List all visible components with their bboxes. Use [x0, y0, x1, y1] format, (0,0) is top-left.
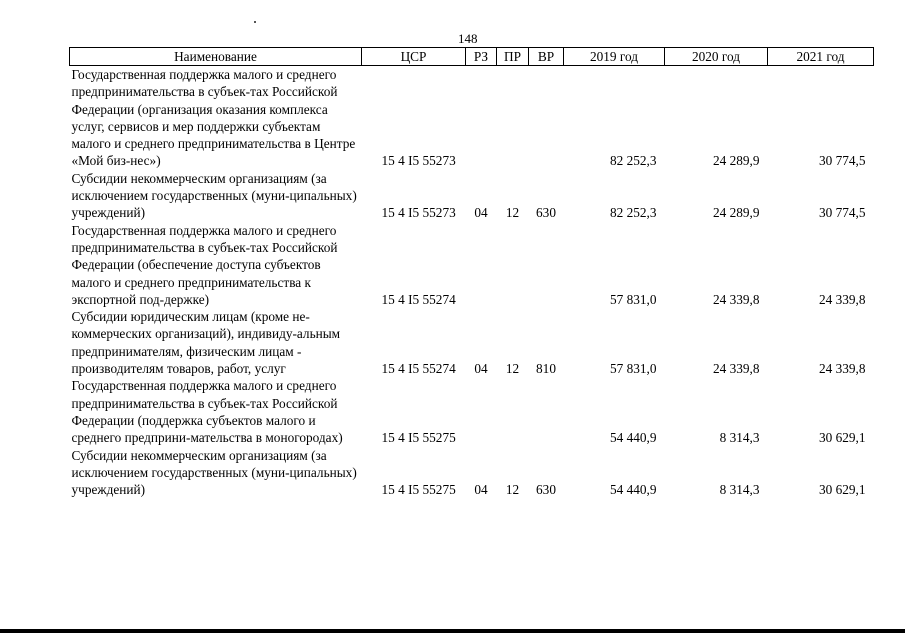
row-2019: 57 831,0: [609, 361, 657, 377]
row-2020: 8 314,3: [719, 482, 760, 498]
row-rz: [466, 66, 497, 170]
row-rz: 04: [474, 482, 488, 498]
row-2021: 24 339,8: [818, 291, 866, 307]
row-2020: 8 314,3: [719, 430, 760, 446]
header-vr: ВР: [529, 48, 564, 66]
row-2021: 30 629,1: [818, 430, 866, 446]
row-vr: 630: [536, 205, 556, 221]
row-2019: 82 252,3: [609, 153, 657, 169]
row-vr: 630: [536, 482, 556, 498]
budget-table: [69, 47, 874, 498]
row-2019: 57 831,0: [609, 291, 657, 307]
page-number: 148: [458, 31, 478, 46]
row-2019: 82 252,3: [609, 205, 657, 221]
row-csr: 15 4 I5 55273: [381, 205, 456, 221]
table-row: [70, 377, 874, 446]
row-csr: 15 4 I5 55274: [381, 361, 456, 377]
row-vr: [529, 377, 564, 446]
table-row: [70, 447, 874, 499]
header-2020: 2020 год: [665, 48, 768, 66]
row-2021: 30 774,5: [818, 153, 866, 169]
row-2019: 54 440,9: [609, 482, 657, 498]
table-row: [70, 222, 874, 308]
row-name: Государственная поддержка малого и среднего предпринимательства в субъек-тах Российской Федерации (поддержка субъектов малого и среднего предприни-мательства в моногородах): [71, 378, 343, 446]
header-name: Наименование: [70, 48, 362, 66]
row-name: Субсидии юридическим лицам (кроме не-коммерческих организаций), индивиду-альным предпринимателям, физическим лицам - производителям товаров, работ, услуг: [71, 309, 341, 377]
row-2019: 54 440,9: [609, 430, 657, 446]
row-name: Субсидии некоммерческим организациям (за исключением государственных (муни-ципальных) учреждений): [71, 447, 357, 498]
row-2021: 30 774,5: [818, 205, 866, 221]
row-rz: 04: [474, 361, 488, 377]
row-csr: 15 4 I5 55274: [381, 291, 456, 307]
row-pr: 12: [505, 361, 520, 377]
row-2021: 30 629,1: [818, 482, 866, 498]
row-name: Государственная поддержка малого и среднего предпринимательства в субъек-тах Российской Федерации (организация оказания комплекса услуг, сервисов и мер поддержки субъектам малого и среднего предпринимательства в Центре «Мой биз-нес»): [71, 67, 356, 169]
header-2021: 2021 год: [768, 48, 874, 66]
row-pr: 12: [505, 482, 520, 498]
row-pr: [497, 222, 529, 308]
header-csr: ЦСР: [362, 48, 466, 66]
row-pr: [497, 377, 529, 446]
row-csr: 15 4 I5 55275: [381, 430, 456, 446]
scan-dot: [254, 21, 256, 23]
row-vr: [529, 66, 564, 170]
row-rz: [466, 377, 497, 446]
header-rz: РЗ: [466, 48, 497, 66]
row-2020: 24 339,8: [712, 361, 760, 377]
row-rz: 04: [474, 205, 488, 221]
row-2020: 24 289,9: [712, 205, 760, 221]
table-row: [70, 170, 874, 222]
row-2020: 24 339,8: [712, 291, 760, 307]
row-2020: 24 289,9: [712, 153, 760, 169]
row-csr: 15 4 I5 55273: [381, 153, 456, 169]
table-row: [70, 308, 874, 377]
row-rz: [466, 222, 497, 308]
page-bottom-border: [0, 629, 905, 633]
row-csr: 15 4 I5 55275: [381, 482, 456, 498]
row-pr: [497, 66, 529, 170]
header-pr: ПР: [497, 48, 529, 66]
row-pr: 12: [505, 205, 520, 221]
header-2019: 2019 год: [564, 48, 665, 66]
table-header-row: [70, 48, 874, 66]
row-2021: 24 339,8: [818, 361, 866, 377]
row-name: Субсидии некоммерческим организациям (за исключением государственных (муни-ципальных) учреждений): [71, 170, 357, 221]
table-row: [70, 66, 874, 170]
row-vr: 810: [536, 361, 556, 377]
row-name: Государственная поддержка малого и среднего предпринимательства в субъек-тах Российской Федерации (обеспечение доступа субъектов малого и среднего предпринимательства к экспортной под-держке): [71, 222, 338, 307]
row-vr: [529, 222, 564, 308]
